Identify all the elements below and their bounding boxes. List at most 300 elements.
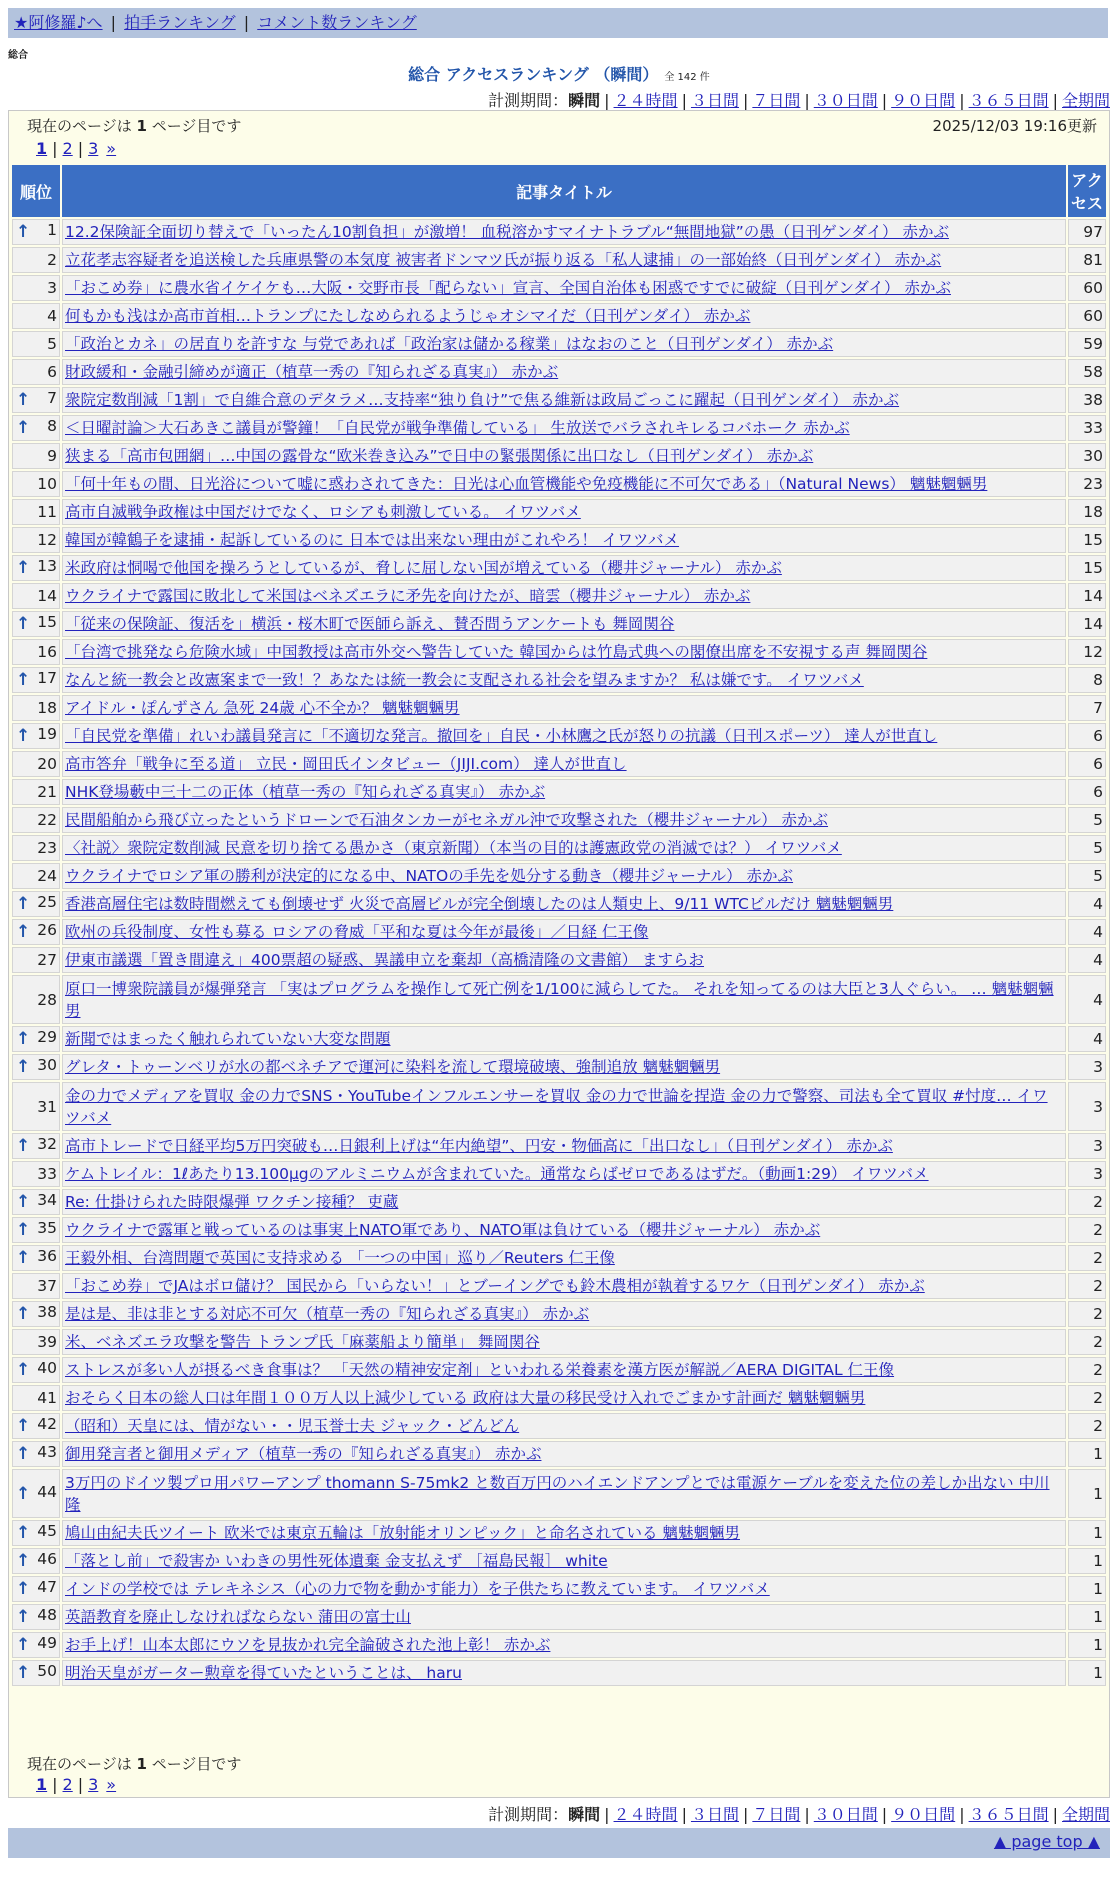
rank-up-arrow-icon: ↑ — [16, 1136, 31, 1156]
rank-number: 39 — [37, 1333, 57, 1351]
rank-cell — [12, 443, 60, 469]
rank-up-arrow-icon: ↑ — [16, 1483, 31, 1504]
period-separator: | — [1052, 91, 1058, 110]
table-row — [12, 1385, 1106, 1411]
title-cell — [62, 835, 1066, 861]
pager-separator: | — [77, 1775, 84, 1794]
access-count: 2 — [1068, 1329, 1106, 1355]
article-title-link[interactable]: アイドル・ぽんずさん 急死 24歳 心不全か？ 魑魅魍魎男 — [65, 699, 460, 717]
rank-number: 48 — [37, 1606, 57, 1624]
ranking-rows — [12, 219, 1106, 1686]
title-cell — [62, 219, 1066, 245]
access-count: 1 — [1068, 1548, 1106, 1574]
table-row — [12, 1357, 1106, 1383]
rank-cell — [12, 1385, 60, 1411]
table-row — [12, 1604, 1106, 1630]
article-title-link[interactable]: 新聞ではまったく触れられていない大変な問題 — [65, 1030, 391, 1048]
rank-number: 38 — [37, 1303, 57, 1321]
access-count: 4 — [1068, 1026, 1106, 1052]
rank-number: 26 — [37, 921, 57, 939]
rank-cell — [12, 723, 60, 749]
rank-cell — [12, 303, 60, 329]
article-title-link[interactable]: 御用発言者と御用メディア（植草一秀の『知られざる真実』） 赤かぶ — [65, 1445, 542, 1463]
table-row — [12, 415, 1106, 441]
period-link[interactable]: 全期間 — [1061, 1805, 1110, 1824]
table-row — [12, 1082, 1106, 1131]
period-link[interactable]: ７日間 — [752, 1805, 801, 1824]
article-title-link[interactable]: 財政緩和・金融引締めが適正（植草一秀の『知られざる真実』） 赤かぶ — [65, 363, 559, 381]
article-title-link[interactable]: 王毅外相、台湾問題で英国に支持求める 「一つの中国」巡り／Reuters 仁王像 — [65, 1249, 615, 1267]
rank-up-arrow-icon: ↑ — [16, 1663, 31, 1683]
title-cell — [62, 975, 1066, 1024]
pager-top — [36, 139, 116, 158]
article-title-link[interactable]: おそらく日本の総人口は年間１００万人以上減少している 政府は大量の移民受け入れでごまかす計画だ 魑魅魍魎男 — [65, 1389, 866, 1407]
article-title-link[interactable]: ケムトレイル：1ℓあたり13.100μgのアルミニウムが含まれていた。通常ならばゼロであるはずだ。（動画1:29） イワツバメ — [65, 1165, 929, 1183]
rank-number: 43 — [37, 1443, 57, 1461]
title-cell — [62, 247, 1066, 273]
period-separator: | — [681, 91, 687, 110]
rank-up-arrow-icon: ↑ — [16, 614, 31, 634]
rank-cell — [12, 891, 60, 917]
article-title-link[interactable]: 伊東市議選「置き間違え」400票超の疑惑、異議申立を棄却（高橋清隆の文書館） ますらお — [65, 951, 705, 969]
page-info-bottom: 現在のページは 1 ページ目です — [27, 1755, 242, 1773]
rank-number: 18 — [37, 699, 57, 717]
nav-separator: | — [243, 13, 250, 32]
article-title-link[interactable]: 狭まる「高市包囲網」…中国の露骨な“欧米巻き込み”で日中の緊張関係に出口なし（日刊ゲンダイ） 赤かぶ — [65, 447, 814, 465]
rank-cell — [12, 499, 60, 525]
rank-number: 44 — [37, 1482, 57, 1501]
rank-number: 23 — [37, 839, 57, 857]
access-count: 60 — [1068, 275, 1106, 301]
title-cell — [62, 415, 1066, 441]
article-title-link[interactable]: 英語教育を廃止しなければならない 蒲田の富士山 — [65, 1608, 411, 1626]
title-cell — [62, 1548, 1066, 1574]
article-title-link[interactable]: 民間船舶から飛び立ったというドローンで石油タンカーがセネガル沖で攻撃された（櫻井ジャーナル） 赤かぶ — [65, 811, 829, 829]
rank-cell — [12, 779, 60, 805]
ranking-panel — [8, 110, 1110, 1798]
nav-separator: | — [110, 13, 117, 32]
rank-number: 7 — [47, 389, 57, 407]
pager-separator: | — [77, 139, 84, 158]
rank-up-arrow-icon: ↑ — [16, 1551, 31, 1571]
access-count: 6 — [1068, 751, 1106, 777]
rank-cell — [12, 835, 60, 861]
pager-page-current[interactable]: 1 — [36, 1775, 48, 1794]
table-row — [12, 1217, 1106, 1243]
title-cell — [62, 807, 1066, 833]
page-title — [0, 62, 1118, 85]
article-title-link[interactable]: 「政治とカネ」の居直りを許すな 与党であれば「政治家は儲かる稼業」はなおのこと（日刊ゲンダイ） 赤かぶ — [65, 335, 834, 353]
title-cell — [62, 1189, 1066, 1215]
table-row — [12, 219, 1106, 245]
pager-next-link[interactable]: » — [106, 139, 117, 158]
access-count: 97 — [1068, 219, 1106, 245]
article-title-link[interactable]: Re: 仕掛けられた時限爆弾 ワクチン接種？ 吏蔵 — [65, 1193, 399, 1211]
article-title-link[interactable]: 明治天皇がガーター勲章を得ていたということは、 haru — [65, 1664, 462, 1682]
article-title-link[interactable]: 「何十年もの間、日光浴について嘘に惑わされてきた：日光は心血管機能や免疫機能に不可欠である」（Natural News） 魑魅魍魎男 — [65, 475, 988, 493]
rank-cell — [12, 555, 60, 581]
rank-up-arrow-icon: ↑ — [16, 390, 31, 410]
rank-up-arrow-icon: ↑ — [16, 726, 31, 746]
table-row — [12, 359, 1106, 385]
rank-up-arrow-icon: ↑ — [16, 894, 31, 914]
access-count: 15 — [1068, 555, 1106, 581]
pager-page-link[interactable]: 3 — [88, 139, 99, 158]
rank-cell — [12, 1469, 60, 1518]
table-row — [12, 1660, 1106, 1686]
page-top-link[interactable]: ▲ page top ▲ — [993, 1832, 1100, 1851]
home-link[interactable]: ★阿修羅♪へ — [14, 13, 103, 32]
footer-bar — [8, 1828, 1110, 1858]
access-count: 2 — [1068, 1217, 1106, 1243]
period-current: 瞬間 — [568, 1805, 601, 1824]
col-title-header: 記事タイトル — [62, 165, 1066, 217]
access-count: 1 — [1068, 1441, 1106, 1467]
rank-cell — [12, 1548, 60, 1574]
article-title-link[interactable]: （昭和）天皇には、情がない・・児玉誉士夫 ジャック・どんどん — [65, 1417, 520, 1435]
access-count: 2 — [1068, 1385, 1106, 1411]
title-cell — [62, 1632, 1066, 1658]
article-title-link[interactable]: 「自民党を準備」れいわ議員発言に「不適切な発言。撤回を」自民・小林鷹之氏が怒りの抗議（日刊スポーツ） 達人が世直し — [65, 727, 938, 745]
period-label: 計測期間： — [488, 1805, 569, 1824]
article-title-link[interactable]: 立花孝志容疑者を追送検した兵庫県警の本気度 被害者ドンマツ氏が振り返る「私人逮捕」の一部始終（日刊ゲンダイ） 赤かぶ — [65, 251, 942, 269]
period-link[interactable]: ３日間 — [690, 1805, 739, 1824]
table-row — [12, 1189, 1106, 1215]
table-row — [12, 1026, 1106, 1052]
rank-cell — [12, 667, 60, 693]
rank-number: 50 — [37, 1662, 57, 1680]
period-link[interactable]: ９０日間 — [891, 91, 956, 110]
rank-up-arrow-icon: ↑ — [16, 1057, 31, 1077]
article-title-link[interactable]: グレタ・トゥーンベリが水の都ベネチアで運河に染料を流して環境破壊、強制追放 魑魅魍魎男 — [65, 1058, 721, 1076]
rank-cell — [12, 807, 60, 833]
article-title-link[interactable]: 韓国が韓鶴子を逮捕・起訴しているのに 日本では出来ない理由がこれやろ！ イワツバメ — [65, 531, 680, 549]
access-count: 6 — [1068, 779, 1106, 805]
title-cell — [62, 499, 1066, 525]
access-count: 5 — [1068, 863, 1106, 889]
title-cell — [62, 891, 1066, 917]
rank-number: 4 — [47, 307, 57, 325]
pager-page-link[interactable]: 3 — [88, 1775, 99, 1794]
title-cell — [62, 1385, 1066, 1411]
period-selector-top — [488, 88, 1110, 111]
title-cell — [62, 1660, 1066, 1686]
period-link[interactable]: ２４時間 — [613, 91, 678, 110]
article-title-link[interactable]: 高市トレードで日経平均5万円突破も…日銀利上げは“年内絶望”、円安・物価高に「出口なし」（日刊ゲンダイ） 赤かぶ — [65, 1137, 893, 1155]
rank-cell — [12, 331, 60, 357]
rank-up-arrow-icon: ↑ — [16, 1607, 31, 1627]
pager-page-link[interactable]: 2 — [62, 1775, 73, 1794]
title-cell — [62, 1469, 1066, 1518]
article-title-link[interactable]: 原口一博衆院議員が爆弾発言 「実はプログラムを操作して死亡例を1/100に減らしてた。 それを知ってるのは大臣と3人ぐらい。 … 魑魅魍魎男 — [65, 979, 1054, 1020]
rank-number: 42 — [37, 1415, 57, 1433]
table-row — [12, 1273, 1106, 1299]
rank-number: 21 — [37, 783, 57, 801]
rank-cell — [12, 583, 60, 609]
rank-cell — [12, 247, 60, 273]
rank-up-arrow-icon: ↑ — [16, 922, 31, 942]
table-row — [12, 555, 1106, 581]
article-title-link[interactable]: 欧州の兵役制度、女性も募る ロシアの脅威「平和な夏は今年が最後」／日経 仁王像 — [65, 923, 649, 941]
rank-number: 40 — [37, 1359, 57, 1377]
rank-cell — [12, 863, 60, 889]
table-row — [12, 1133, 1106, 1159]
rank-up-arrow-icon: ↑ — [16, 1444, 31, 1464]
period-link[interactable]: ３６５日間 — [968, 91, 1049, 110]
period-link[interactable]: ３０日間 — [813, 1805, 878, 1824]
access-count: 18 — [1068, 499, 1106, 525]
rank-cell — [12, 1357, 60, 1383]
rank-up-arrow-icon: ↑ — [16, 222, 31, 242]
access-count: 1 — [1068, 1604, 1106, 1630]
title-cell — [62, 471, 1066, 497]
table-row — [12, 975, 1106, 1024]
table-row — [12, 695, 1106, 721]
pager-bottom — [36, 1775, 116, 1794]
access-count: 4 — [1068, 891, 1106, 917]
rank-cell — [12, 947, 60, 973]
rank-number: 17 — [37, 669, 57, 687]
rank-number: 34 — [37, 1191, 57, 1209]
article-title-link[interactable]: 鳩山由紀夫氏ツイート 欧米では東京五輪は「放射能オリンピック」と命名されている 魑魅魍魎男 — [65, 1524, 740, 1542]
rank-cell — [12, 639, 60, 665]
rank-number: 45 — [37, 1522, 57, 1540]
period-separator: | — [881, 1805, 888, 1824]
access-count: 33 — [1068, 415, 1106, 441]
table-row — [12, 527, 1106, 553]
rank-number: 5 — [47, 335, 57, 353]
rank-cell — [12, 1576, 60, 1602]
access-count: 1 — [1068, 1660, 1106, 1686]
article-title-link[interactable]: 米政府は恫喝で他国を操ろうとしているが、脅しに屈しない国が増えている（櫻井ジャーナル） 赤かぶ — [65, 559, 782, 577]
period-separator: | — [959, 1805, 965, 1824]
access-count: 81 — [1068, 247, 1106, 273]
table-row — [12, 247, 1106, 273]
period-link[interactable]: ３日間 — [690, 91, 739, 110]
rank-number: 28 — [37, 990, 57, 1009]
access-count: 1 — [1068, 1576, 1106, 1602]
table-row — [12, 751, 1106, 777]
period-separator: | — [881, 91, 888, 110]
rank-cell — [12, 1660, 60, 1686]
access-count: 1 — [1068, 1520, 1106, 1546]
access-count: 3 — [1068, 1054, 1106, 1080]
table-row — [12, 1301, 1106, 1327]
rank-number: 12 — [37, 531, 57, 549]
period-link[interactable]: ２４時間 — [613, 1805, 678, 1824]
article-title-link[interactable]: 「従来の保険証、復活を」横浜・桜木町で医師ら訴え、賛否問うアンケートも 舞岡関谷 — [65, 615, 675, 633]
article-title-link[interactable]: 衆院定数削減「1割」で自維合意のデタラメ…支持率“独り負け”で焦る維新は政局ごっこに躍起（日刊ゲンダイ） 赤かぶ — [65, 391, 900, 409]
rank-number: 29 — [37, 1028, 57, 1046]
period-link[interactable]: ３６５日間 — [968, 1805, 1049, 1824]
article-title-link[interactable]: 是は是、非は非とする対応不可欠（植草一秀の『知られざる真実』） 赤かぶ — [65, 1305, 590, 1323]
pager-page-link[interactable]: 2 — [62, 139, 73, 158]
article-title-link[interactable]: ウクライナで露国に敗北して米国はベネズエラに矛先を向けたが、暗雲（櫻井ジャーナル） 赤かぶ — [65, 587, 751, 605]
access-count: 1 — [1068, 1469, 1106, 1518]
access-count: 2 — [1068, 1189, 1106, 1215]
rank-number: 20 — [37, 755, 57, 773]
title-cell — [62, 1026, 1066, 1052]
table-row — [12, 807, 1106, 833]
article-title-link[interactable]: 〈社説〉衆院定数削減 民意を切り捨てる愚かさ（東京新聞）（本当の目的は護憲政党の消滅では？） イワツバメ — [65, 839, 842, 857]
article-title-link[interactable]: ウクライナでロシア軍の勝利が決定的になる中、NATOの手先を処分する動き（櫻井ジャーナル） 赤かぶ — [65, 867, 794, 885]
rank-cell — [12, 1161, 60, 1187]
rank-number: 47 — [37, 1578, 57, 1596]
rank-cell — [12, 415, 60, 441]
title-cell — [62, 667, 1066, 693]
access-count: 5 — [1068, 835, 1106, 861]
title-cell — [62, 303, 1066, 329]
period-current: 瞬間 — [568, 91, 601, 110]
period-separator: | — [742, 91, 749, 110]
table-row — [12, 303, 1106, 329]
rank-number: 27 — [37, 951, 57, 969]
rank-cell — [12, 1329, 60, 1355]
rank-number: 46 — [37, 1550, 57, 1568]
title-cell — [62, 723, 1066, 749]
rank-number: 10 — [37, 475, 57, 493]
period-link[interactable]: 全期間 — [1061, 91, 1110, 110]
article-title-link[interactable]: 高市答弁「戦争に至る道」 立民・岡田氏インタビュー（JIJI.com） 達人が世直し — [65, 755, 627, 773]
article-title-link[interactable]: 「落とし前」で殺害か いわきの男性死体遺棄 金支払えず ［福島民報］ white — [65, 1552, 608, 1570]
pager-separator: | — [52, 139, 58, 158]
table-row — [12, 499, 1106, 525]
table-row — [12, 863, 1106, 889]
access-count: 4 — [1068, 975, 1106, 1024]
article-title-link[interactable]: 何もかも浅はか高市首相…トランプにたしなめられるようじゃオシマイだ（日刊ゲンダイ） 赤かぶ — [65, 307, 751, 325]
table-row — [12, 919, 1106, 945]
rank-number: 15 — [37, 613, 57, 631]
title-cell — [62, 639, 1066, 665]
clap-ranking-link[interactable]: 拍手ランキング — [124, 13, 236, 32]
col-access-header: アクセス — [1068, 165, 1106, 217]
col-rank-header: 順位 — [12, 165, 60, 217]
article-title-link[interactable]: 12.2保険証全面切り替えで「いったん10割負担」が激増！ 血税溶かすマイナトラブル“無間地獄”の愚（日刊ゲンダイ） 赤かぶ — [65, 223, 949, 241]
rank-number: 25 — [37, 893, 57, 911]
rank-up-arrow-icon: ↑ — [16, 1248, 31, 1268]
table-row — [12, 947, 1106, 973]
rank-up-arrow-icon: ↑ — [16, 1220, 31, 1240]
access-count: 14 — [1068, 611, 1106, 637]
rank-cell — [12, 471, 60, 497]
article-title-link[interactable]: ＜日曜討論＞大石あきこ議員が警鐘！「自民党が戦争準備している」 生放送でバラされキレるコバホーク 赤かぶ — [65, 419, 850, 437]
top-nav-bar — [8, 8, 1108, 38]
rank-cell — [12, 611, 60, 637]
rank-cell — [12, 387, 60, 413]
period-separator: | — [804, 1805, 810, 1824]
access-count: 6 — [1068, 723, 1106, 749]
period-separator: | — [804, 91, 810, 110]
article-title-link[interactable]: 金の力でメディアを買収 金の力でSNS・YouTubeインフルエンサーを買収 金の力で世論を捏造 金の力で警察、司法も全て買収 #忖度… イワツバメ — [65, 1086, 1048, 1127]
table-row — [12, 331, 1106, 357]
article-title-link[interactable]: インドの学校では テレキネシス（心の力で物を動かす能力）を子供たちに教えています。 イワツバメ — [65, 1580, 770, 1598]
access-count: 30 — [1068, 443, 1106, 469]
title-cell — [62, 1245, 1066, 1271]
title-cell — [62, 919, 1066, 945]
page-info-top: 現在のページは 1 ページ目です — [27, 117, 242, 135]
rank-cell — [12, 695, 60, 721]
article-title-link[interactable]: 3万円のドイツ製プロ用パワーアンプ thomann S-75mk2 と数百万円のハイエンドアンプとでは電源ケーブルを変えた位の差しか出ない 中川隆 — [65, 1473, 1050, 1514]
title-cell — [62, 779, 1066, 805]
article-title-link[interactable]: ウクライナで露軍と戦っているのは事実上NATO軍であり、NATO軍は負けている（櫻井ジャーナル） 赤かぶ — [65, 1221, 821, 1239]
access-count: 1 — [1068, 1632, 1106, 1658]
rank-number: 3 — [47, 279, 57, 297]
table-row — [12, 1469, 1106, 1518]
period-link[interactable]: ７日間 — [752, 91, 801, 110]
title-cell — [62, 555, 1066, 581]
title-cell — [62, 863, 1066, 889]
access-count: 2 — [1068, 1273, 1106, 1299]
rank-number: 14 — [37, 587, 57, 605]
rank-cell — [12, 919, 60, 945]
access-count: 2 — [1068, 1245, 1106, 1271]
access-count: 2 — [1068, 1301, 1106, 1327]
title-cell — [62, 1161, 1066, 1187]
rank-up-arrow-icon: ↑ — [16, 558, 31, 578]
period-label: 計測期間： — [488, 91, 569, 110]
rank-number: 37 — [37, 1277, 57, 1295]
access-count: 2 — [1068, 1357, 1106, 1383]
title-cell — [62, 1082, 1066, 1131]
rank-cell — [12, 219, 60, 245]
article-title-link[interactable]: 香港高層住宅は数時間燃えても倒壊せず 火災で高層ビルが完全倒壊したのは人類史上、9/11 WTCビルだけ 魑魅魍魎男 — [65, 895, 894, 913]
access-count: 4 — [1068, 919, 1106, 945]
rank-cell — [12, 1301, 60, 1327]
period-link[interactable]: ３０日間 — [813, 91, 878, 110]
rank-cell — [12, 1189, 60, 1215]
period-link[interactable]: ９０日間 — [891, 1805, 956, 1824]
title-cell — [62, 275, 1066, 301]
article-title-link[interactable]: 高市自滅戦争政権は中国だけでなく、ロシアも刺激している。 イワツバメ — [65, 503, 581, 521]
access-count: 3 — [1068, 1161, 1106, 1187]
rank-cell — [12, 1082, 60, 1131]
article-title-link[interactable]: 米、ベネズエラ攻撃を警告 トランプ氏「麻薬船より簡単」 舞岡関谷 — [65, 1333, 540, 1351]
article-title-link[interactable]: 「台湾で挑発なら危険水域」中国教授は高市外交へ警告していた 韓国からは竹島式典への閣僚出席を不安視する声 舞岡関谷 — [65, 643, 928, 661]
rank-number: 24 — [37, 867, 57, 885]
rank-up-arrow-icon: ↑ — [16, 1029, 31, 1049]
rank-number: 11 — [37, 503, 57, 521]
title-cell — [62, 387, 1066, 413]
comment-ranking-link[interactable]: コメント数ランキング — [257, 13, 417, 32]
period-separator: | — [959, 91, 965, 110]
title-cell — [62, 1441, 1066, 1467]
pager-next-link[interactable]: » — [106, 1775, 117, 1794]
article-title-link[interactable]: NHK登場藪中三十二の正体（植草一秀の『知られざる真実』） 赤かぶ — [65, 783, 546, 801]
article-title-link[interactable]: 「おこめ券」に農水省イケイケも…大阪・交野市長「配らない」宣言、全国自治体も困惑ですでに破綻（日刊ゲンダイ） 赤かぶ — [65, 279, 951, 297]
rank-number: 19 — [37, 725, 57, 743]
article-title-link[interactable]: ストレスが多い人が摂るべき食事は？ 「天然の精神安定剤」といわれる栄養素を漢方医が解説／AERA DIGITAL 仁王像 — [65, 1361, 895, 1379]
access-count: 12 — [1068, 639, 1106, 665]
article-title-link[interactable]: お手上げ！山本太郎にウソを見抜かれ完全論破された池上彰！ 赤かぶ — [65, 1636, 551, 1654]
access-count: 8 — [1068, 667, 1106, 693]
period-separator: | — [604, 91, 610, 110]
access-count: 59 — [1068, 331, 1106, 357]
article-title-link[interactable]: なんと統一教会と改憲案まで一致！？あなたは統一教会に支配される社会を望みますか？ 私は嫌です。 イワツバメ — [65, 671, 864, 689]
table-row — [12, 1441, 1106, 1467]
article-title-link[interactable]: 「おこめ券」でJAはボロ儲け？ 国民から「いらない！」とブーイングでも鈴木農相が執着するワケ（日刊ゲンダイ） 赤かぶ — [65, 1277, 925, 1295]
access-count: 2 — [1068, 1413, 1106, 1439]
table-row — [12, 471, 1106, 497]
pager-page-current[interactable]: 1 — [36, 139, 48, 158]
rank-up-arrow-icon: ↑ — [16, 418, 31, 438]
table-row — [12, 1329, 1106, 1355]
title-cell — [62, 527, 1066, 553]
table-row — [12, 667, 1106, 693]
rank-number: 41 — [37, 1389, 57, 1407]
table-row — [12, 443, 1106, 469]
title-cell — [62, 611, 1066, 637]
table-row — [12, 779, 1106, 805]
